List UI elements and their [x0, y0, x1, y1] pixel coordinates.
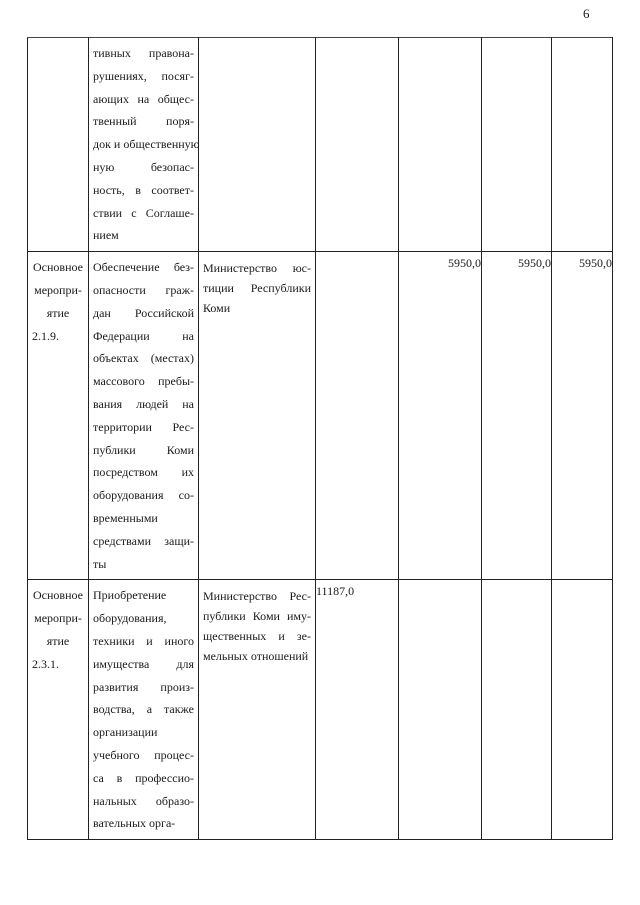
activity-description-cell-line: тивных правона-	[93, 46, 194, 60]
activity-description-cell	[89, 252, 199, 580]
activity-description-cell-line: техники и иного	[93, 633, 194, 648]
responsible-organization-cell-line: Министерство Рес-	[203, 589, 311, 604]
responsible-organization-cell-line: публики Коми иму-	[203, 609, 311, 624]
activity-label-cell-line: 2.3.1.	[32, 656, 59, 671]
activity-description-cell-line: ную безопас-	[93, 159, 194, 174]
amount-cell-4	[552, 38, 613, 252]
amount-cell-1: 11187,0	[316, 580, 399, 840]
responsible-organization-cell	[199, 580, 316, 840]
table-row-activity-2-1-9	[28, 252, 613, 580]
activity-description-cell-line: средствами защи-	[93, 533, 194, 548]
amount-cell-3	[482, 38, 552, 252]
responsible-organization-cell-line: щественных и зе-	[203, 629, 311, 644]
responsible-organization-cell	[199, 38, 316, 252]
activity-label-cell-line: ятие	[46, 305, 70, 320]
responsible-organization-cell-line: мельных отношений	[203, 649, 309, 664]
activity-description-cell-line: временными	[93, 510, 158, 525]
activity-label-cell-line: Основное	[33, 260, 83, 275]
responsible-organization-cell	[199, 252, 316, 580]
activity-description-cell-line: нальных образо-	[93, 793, 194, 808]
amount-cell-3: 5950,0	[482, 252, 552, 580]
activity-description-cell-line: организации	[93, 725, 158, 740]
amount-cell-4	[552, 580, 613, 840]
activity-description-cell-line: развития произ-	[93, 679, 194, 694]
activity-label-cell-line: ятие	[46, 633, 70, 648]
amount-cell-3	[482, 580, 552, 840]
activity-description-cell-line: посредством их	[93, 465, 194, 480]
table-row-continuation	[28, 38, 613, 252]
activity-description-cell-line: Приобретение	[93, 588, 167, 603]
activity-label-cell-line: 2.1.9.	[32, 328, 59, 343]
amount-cell-2	[399, 580, 482, 840]
activity-label-cell	[28, 580, 89, 840]
amount-cell-1	[316, 38, 399, 252]
activity-description-cell-line: опасности граж-	[93, 282, 194, 297]
amount-cell-2: 5950,0	[399, 252, 482, 580]
activity-label-cell-line: меропри-	[34, 282, 82, 297]
amount-cell-4: 5950,0	[552, 252, 613, 580]
activity-description-cell	[89, 580, 199, 840]
activity-description-cell-line: ность, в соответ-	[93, 182, 194, 197]
activity-description-cell	[89, 38, 199, 252]
activity-label-cell	[28, 252, 89, 580]
activity-description-cell-line: публики Коми	[93, 442, 194, 457]
activity-description-cell-line: водства, а также	[93, 702, 194, 717]
activity-description-cell-line: учебного процес-	[93, 747, 194, 762]
activity-description-cell-line: са в профессио-	[93, 770, 194, 785]
activity-description-cell-line: вания людей на	[93, 396, 194, 411]
activity-description-cell-line: нием	[93, 228, 119, 243]
activity-description-cell-line: ствии с Соглаше-	[93, 205, 194, 220]
table-row-activity-2-3-1	[28, 580, 613, 840]
activity-description-cell-line: ающих на общес-	[93, 91, 194, 106]
activity-description-cell-line: Обеспечение без-	[93, 260, 194, 275]
responsible-organization-cell-line: Коми	[203, 301, 231, 316]
activity-description-cell-line: вательных орга-	[93, 816, 176, 831]
activity-description-cell-line: рушениях, посяг-	[93, 68, 194, 83]
activity-description-cell-line: док и общественную	[93, 137, 200, 152]
activity-label-cell-line: Основное	[33, 588, 83, 603]
page-number: 6	[583, 6, 590, 21]
activity-description-cell-line: дан Российской	[93, 305, 194, 320]
activity-label-cell	[28, 38, 89, 252]
amount-cell-2	[399, 38, 482, 252]
activity-description-cell-line: твенный поря-	[93, 114, 194, 129]
program-activities-table	[27, 37, 613, 840]
activity-description-cell-line: объектах (местах)	[93, 351, 194, 366]
responsible-organization-cell-line: тиции Республики	[203, 281, 311, 296]
activity-label-cell-line: меропри-	[34, 611, 82, 626]
activity-description-cell-line: ты	[93, 556, 107, 571]
activity-description-cell-line: Федерации на	[93, 328, 194, 343]
activity-description-cell-line: оборудования,	[93, 611, 167, 626]
activity-description-cell-line: имущества для	[93, 656, 194, 671]
activity-description-cell-line: территории Рес-	[93, 419, 194, 434]
responsible-organization-cell-line: Министерство юс-	[203, 261, 311, 276]
activity-description-cell-line: массового пребы-	[93, 374, 194, 389]
activity-description-cell-line: оборудования со-	[93, 488, 194, 503]
amount-cell-1	[316, 252, 399, 580]
